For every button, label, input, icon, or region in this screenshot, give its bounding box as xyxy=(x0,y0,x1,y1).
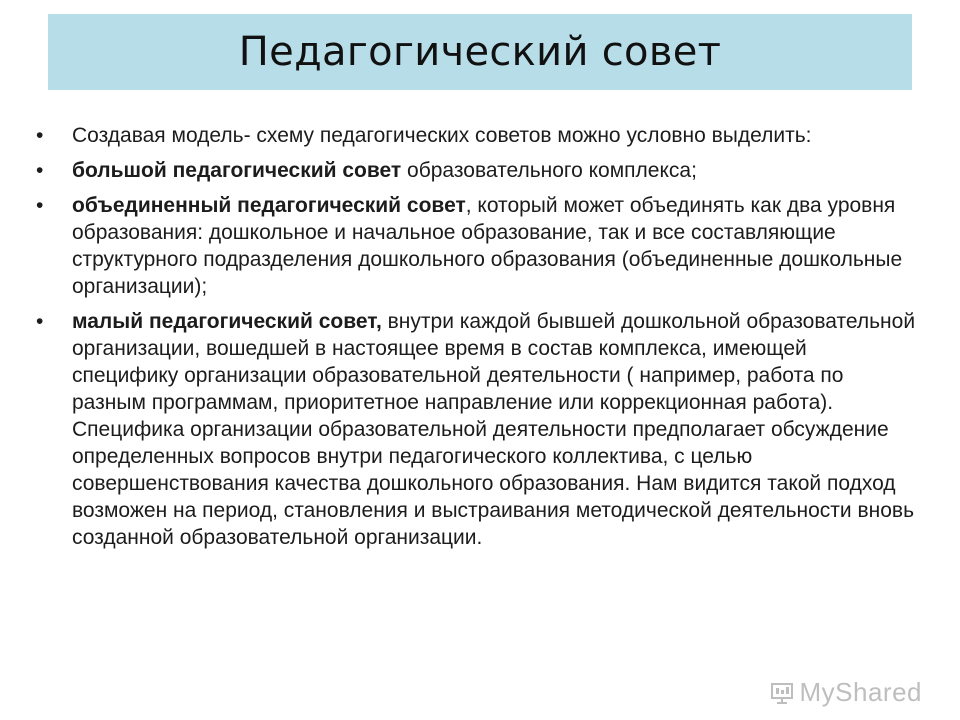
bullet-bold-text: объединенный педагогический совет xyxy=(72,194,466,217)
bullet-list xyxy=(36,122,916,559)
watermark xyxy=(770,677,923,708)
bullet-bold-text: малый педагогический совет, xyxy=(72,310,382,333)
bullet-text: , который может объединять как два уровня образования: дошкольное и начальное образование, так и все составляющие структурного подразделения дошкольного образования (объединенные дошкольные организации); xyxy=(72,194,903,298)
bullet-bold-text: большой педагогический совет xyxy=(72,159,402,182)
page-title: Педагогический совет xyxy=(238,29,722,75)
list-item xyxy=(36,308,916,551)
bullet-icon: • xyxy=(36,194,44,217)
bullet-icon: • xyxy=(36,124,44,147)
bullet-text: Создавая модель- схему педагогических советов можно условно выделить: xyxy=(72,124,812,147)
presentation-board-icon xyxy=(770,681,794,705)
title-bar xyxy=(48,14,912,90)
bullet-text: внутри каждой бывшей дошкольной образовательной организации, вошедшей в настоящее время в состав комплекса, имеющей специфику организации образовательной деятельности ( например, работа по разным программам, приоритетное направление или коррекционная работа). Специфика организации образовательной деятельности предполагает обсуждение определенных вопросов внутри педагогического коллектива, с целью совершенствования качества дошкольного образования. Нам видится такой подход возможен на период, становления и выстраивания методической деятельности вновь созданной образовательной организации. xyxy=(72,310,916,549)
bullet-icon: • xyxy=(36,310,44,333)
watermark-text: MyShared xyxy=(799,677,922,707)
bullet-icon: • xyxy=(36,159,44,182)
list-item xyxy=(36,122,916,149)
list-item xyxy=(36,157,916,184)
list-item xyxy=(36,192,916,300)
bullet-text: образовательного комплекса; xyxy=(401,159,697,182)
